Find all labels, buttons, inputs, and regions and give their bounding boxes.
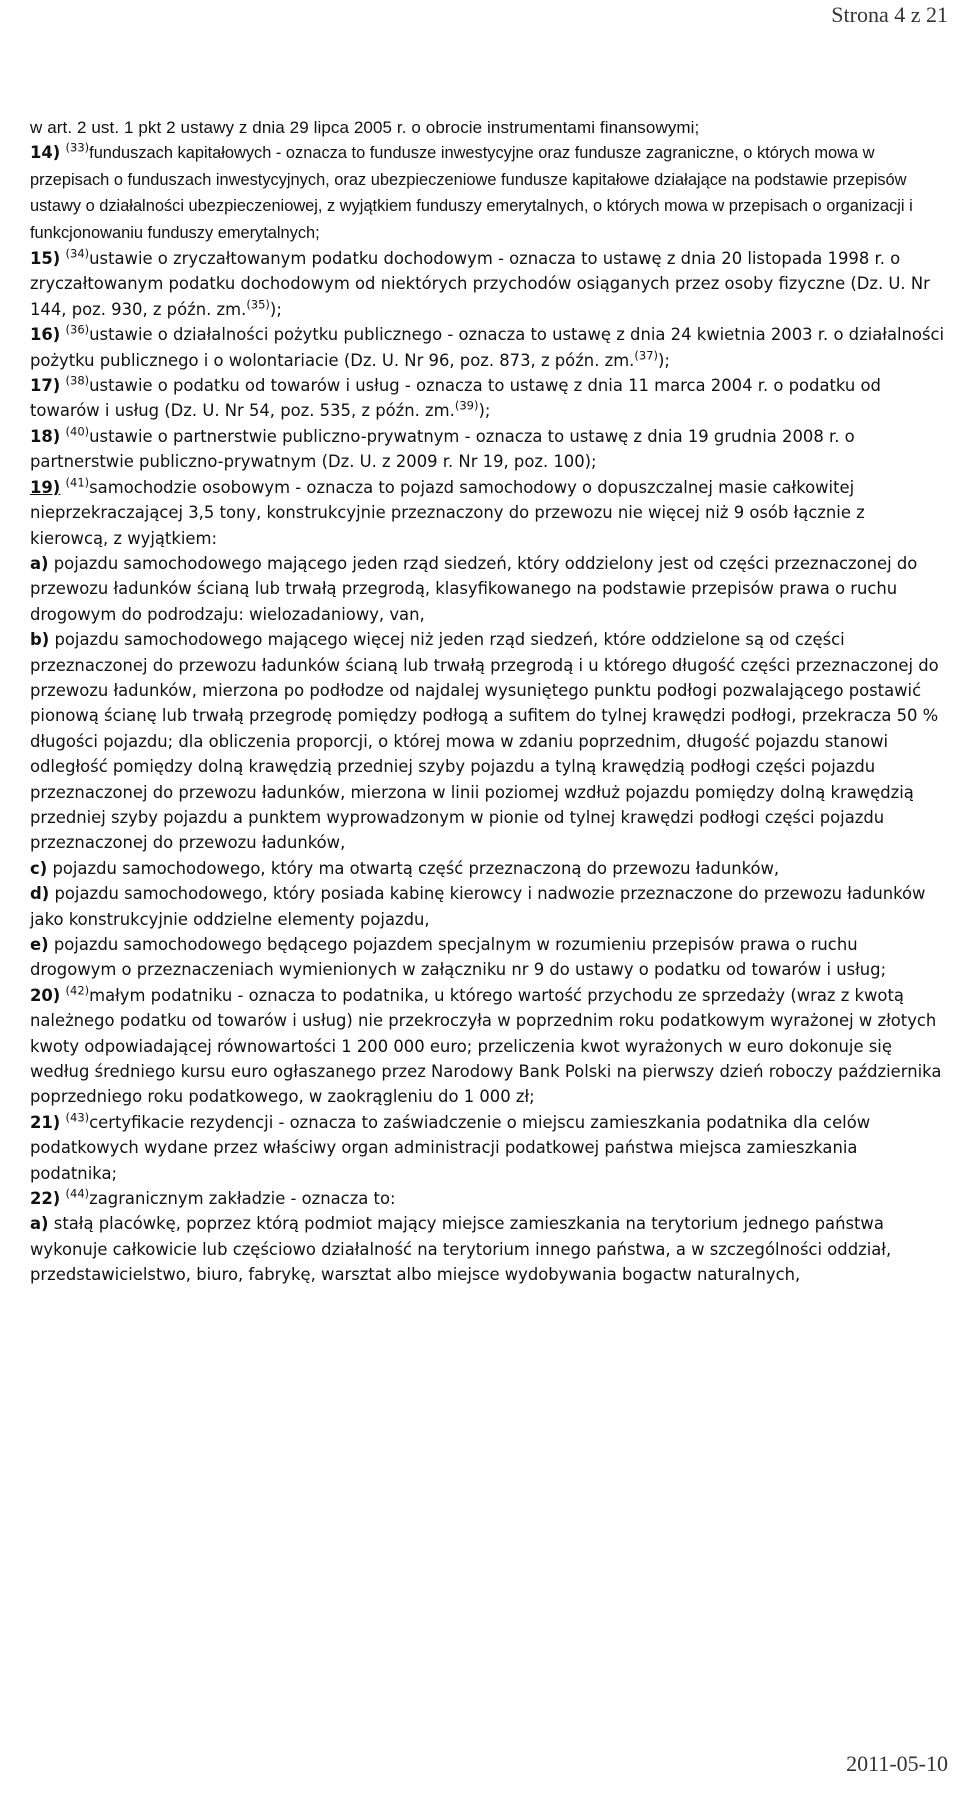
item-number: 16) [30, 325, 61, 345]
footnote-ref: (38) [65, 373, 90, 388]
item-18 [30, 424, 945, 475]
subitem-label: a) [30, 553, 49, 573]
footnote-ref: (43) [65, 1110, 90, 1125]
item-text: ustawie o podatku od towarów i usług - oznacza to ustawę z dnia 11 marca 2004 r. o podatku od towarów i usług (Dz. U. Nr 54, poz. 535, z późn. zm. [30, 376, 881, 421]
item-number: 20) [30, 985, 61, 1005]
footnote-ref: (42) [65, 983, 90, 998]
subitem-text: pojazdu samochodowego mającego więcej niż jeden rząd siedzeń, które oddzielone są od części przeznaczonej do przewozu ładunków ścianą lub trwałą przegrodą i u którego długość części przeznaczonej do przewozu ładunków, mierzona po podłodze od najdalej wysuniętego punktu podłogi pozwalającego postawić pionową ścianę lub trwałą przegrodę pomiędzy podłogą a sufitem do tylnej krawędzi podłogi, przekracza 50 % długości pojazdu; dla obliczenia proporcji, o której mowa w zdaniu poprzednim, długość pojazdu stanowi odległość pomiędzy dolną krawędzią przedniej szyby pojazdu a tylną krawędzią podłogi części pojazdu przeznaczonej do przewozu ładunków, mierzona w linii poziomej wzdłuż pojazdu pomiędzy dolną krawędzią przedniej szyby pojazdu a punktem wyprowadzonym w pionie od tylnej krawędzi podłogi części pojazdu przeznaczonej do przewozu ładunków, [30, 630, 939, 853]
item-number: 22) [30, 1189, 61, 1209]
intro-line: w art. 2 ust. 1 pkt 2 ustawy z dnia 29 lipca 2005 r. o obrocie instrumentami finansowymi; [30, 118, 700, 137]
page-number: Strona 4 z 21 [831, 2, 948, 27]
item-text-end: ); [658, 350, 670, 370]
item-16 [30, 322, 945, 373]
footnote-ref: (44) [65, 1186, 90, 1201]
subitem-text: stałą placówkę, poprzez którą podmiot mający miejsce zamieszkania na terytorium jednego państwa wykonuje całkowicie lub częściowo działalność na terytorium innego państwa, a w szczególności oddział, przedstawicielstwo, biuro, fabrykę, warsztat albo miejsce wydobywania bogactw naturalnych, [30, 1214, 892, 1285]
item-number: 18) [30, 426, 61, 446]
footer-date: 2011-05-10 [846, 1751, 948, 1776]
subitem-label: d) [30, 884, 50, 904]
item-number: 21) [30, 1112, 61, 1132]
item-number: 14) [30, 143, 61, 163]
footnote-ref: (35) [246, 297, 270, 312]
item-number: 15) [30, 249, 61, 269]
item-20 [30, 983, 945, 1110]
item-text: małym podatniku - oznacza to podatnika, u którego wartość przychodu ze sprzedaży (wraz z kwotą należnego podatku od towarów i usług) nie przekroczyła w poprzednim roku podatkowym wyrażonej w złotych kwoty odpowiadającej równowartości 1 200 000 euro; przeliczenia kwot wyrażonych w euro dokonuje się według średniego kursu euro ogłaszanego przez Narodowy Bank Polski na pierwszy dzień roboczy października poprzedniego roku podatkowego, w zaokrągleniu do 1 000 zł; [30, 985, 942, 1107]
subitem-19e [30, 932, 945, 983]
subitem-22a [30, 1211, 945, 1287]
item-text-end: ); [269, 299, 282, 319]
item-21 [30, 1110, 945, 1186]
subitem-text: pojazdu samochodowego mającego jeden rząd siedzeń, który oddzielony jest od części przeznaczonej do przewozu ładunków ścianą lub trwałą przegrodą, klasyfikowanego na podstawie przepisów prawa o ruchu drogowym do podrodzaju: wielozadaniowy, van, [30, 553, 918, 624]
item-text: samochodzie osobowym - oznacza to pojazd samochodowy o dopuszczalnej masie całkowitej nieprzekraczającej 3,5 tony, konstrukcyjnie przeznaczony do przewozu nie więcej niż 9 osób łącznie z kierowcą, z wyjątkiem: [30, 477, 865, 548]
item-15 [30, 246, 945, 322]
footnote-ref: (36) [65, 322, 90, 337]
subitem-19c [30, 856, 945, 881]
subitem-label: b) [30, 630, 50, 650]
subitem-19a [30, 551, 945, 627]
item-text: ustawie o zryczałtowanym podatku dochodowym - oznacza to ustawę z dnia 20 listopada 1998 r. o zryczałtowanym podatku dochodowym od niektórych przychodów osiąganych przez osoby fizyczne (Dz. U. Nr 144, poz. 930, z późn. zm. [30, 249, 930, 319]
item-number: 19) [30, 477, 61, 497]
item-22 [30, 1186, 945, 1211]
footnote-ref: (41) [65, 475, 90, 490]
item-text: zagranicznym zakładzie - oznacza to: [89, 1189, 396, 1209]
document-body [30, 115, 945, 1288]
subitem-19b [30, 627, 945, 856]
footnote-ref: (39) [454, 399, 479, 413]
item-number: 17) [30, 376, 61, 396]
item-17 [30, 373, 945, 424]
footnote-ref: (33) [65, 140, 90, 155]
item-text: certyfikacie rezydencji - oznacza to zaświadczenie o miejscu zamieszkania podatnika dla celów podatkowych wydane przez właściwy organ administracji podatkowej państwa miejsca zamieszkania podatnika; [30, 1112, 871, 1183]
subitem-label: a) [30, 1214, 49, 1234]
item-text: ustawie o działalności pożytku publicznego - oznacza to ustawę z dnia 24 kwietnia 2003 r. o działalności pożytku publicznego i o wolontariacie (Dz. U. Nr 96, poz. 873, z późn. zm. [30, 325, 945, 370]
subitem-text: pojazdu samochodowego, który ma otwartą część przeznaczoną do przewozu ładunków, [52, 858, 780, 878]
item-text: funduszach kapitałowych - oznacza to fundusze inwestycyjne oraz fundusze zagraniczne, o których mowa w przepisach o funduszach inwestycyjnych, oraz ubezpieczeniowe fundusze kapitałowe działające na podstawie przepisów ustawy o działalności ubezpieczeniowej, z wyjątkiem funduszy emerytalnych, o których mowa w przepisach o organizacji i funkcjonowaniu funduszy emerytalnych; [30, 144, 913, 242]
item-14 [30, 140, 945, 246]
item-text: ustawie o partnerstwie publiczno-prywatnym - oznacza to ustawę z dnia 19 grudnia 2008 r. o partnerstwie publiczno-prywatnym (Dz. U. z 2009 r. Nr 19, poz. 100); [30, 426, 855, 472]
subitem-text: pojazdu samochodowego będącego pojazdem specjalnym w rozumieniu przepisów prawa o ruchu drogowym o przeznaczeniach wymienionych w załączniku nr 9 do ustawy o podatku od towarów i usług; [30, 935, 887, 980]
item-19 [30, 475, 945, 551]
subitem-label: e) [30, 935, 49, 954]
footnote-ref: (37) [634, 348, 659, 363]
subitem-text: pojazdu samochodowego, który posiada kabinę kierowcy i nadwozie przeznaczone do przewozu ładunków jako konstrukcyjnie oddzielne elementy pojazdu, [30, 884, 926, 929]
footnote-ref: (34) [65, 246, 90, 261]
footnote-ref: (40) [65, 424, 90, 439]
subitem-label: c) [30, 858, 48, 878]
item-text-end: ); [478, 401, 491, 421]
subitem-19d [30, 881, 945, 932]
